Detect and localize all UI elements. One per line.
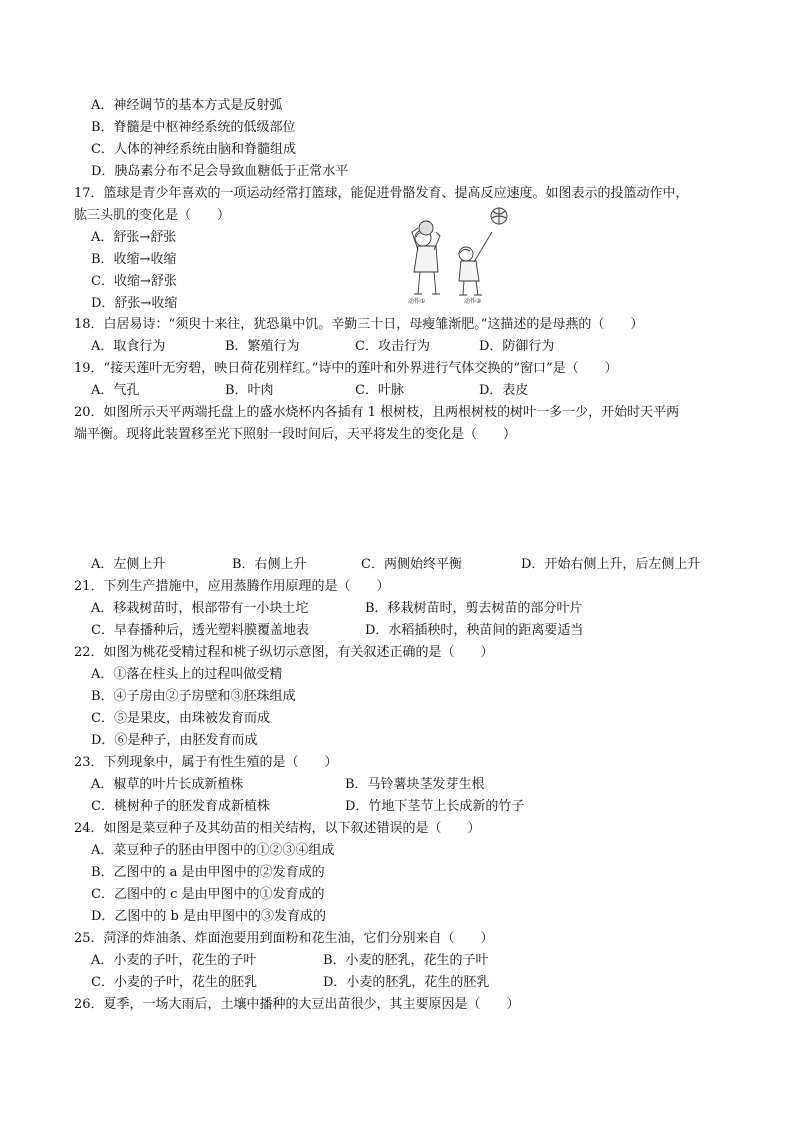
q18-option-a: A．取食行为 xyxy=(91,339,166,354)
q20-stem-line1: 20．如图所示天平两端托盘上的盛水烧杯内各插有 1 根树枝，且两根树枝的树叶一多一少，开始时天平两 xyxy=(74,405,680,420)
q18-stem: 18．白居易诗：“须臾十来往，犹恐巢中饥。辛勤三十日，母瘦雏渐肥。”这描述的是母燕的（ ） xyxy=(74,317,644,332)
q25-option-b: B．小麦的胚乳，花生的子叶 xyxy=(323,953,489,968)
q20-option-a: A．左侧上升 xyxy=(91,557,166,572)
q18-option-b: B．繁殖行为 xyxy=(225,339,300,354)
q25-stem: 25．菏泽的炸油条、炸面泡要用到面粉和花生油，它们分别来自（ ） xyxy=(74,931,494,946)
q21-option-d: D．水稻插秧时，秧苗间的距离要适当 xyxy=(365,623,584,638)
q16-option-c: C．人体的神经系统由脑和脊髓组成 xyxy=(91,142,296,157)
q19-option-c: C．叶脉 xyxy=(355,383,404,398)
q23-option-c: C．桃树种子的胚发育成新植株 xyxy=(91,799,270,814)
q21-option-c: C．早春播种后，透光塑料膜覆盖地表 xyxy=(91,623,309,638)
q17-stem-line1: 17．篮球是青少年喜欢的一项运动经常打篮球，能促进骨骼发育、提高反应速度。如图表示的投篮动作中， xyxy=(74,186,689,201)
q17-option-b: B．收缩→收缩 xyxy=(91,252,177,267)
q19-option-a: A．气孔 xyxy=(91,383,140,398)
q24-option-b: B．乙图中的 a 是由甲图中的②发育成的 xyxy=(91,865,325,880)
q21-stem: 21．下列生产措施中，应用蒸腾作用原理的是（ ） xyxy=(74,579,390,594)
q24-option-c: C．乙图中的 c 是由甲图中的①发育成的 xyxy=(91,887,325,902)
q18-option-d: D．防御行为 xyxy=(479,339,555,354)
q24-option-d: D．乙图中的 b 是由甲图中的③发育成的 xyxy=(91,909,327,924)
q20-option-d: D．开始右侧上升，后左侧上升 xyxy=(521,557,701,572)
q20-option-c: C．两侧始终平衡 xyxy=(361,557,462,572)
q23-stem: 23．下列现象中，属于有性生殖的是（ ） xyxy=(74,755,338,770)
q22-option-d: D．⑥是种子，由胚发育而成 xyxy=(91,733,258,748)
q17-option-c: C．收缩→舒张 xyxy=(91,274,177,289)
player-action-1 xyxy=(412,221,440,294)
q16-option-a: A．神经调节的基本方式是反射弧 xyxy=(91,98,283,113)
q25-option-a: A．小麦的子叶，花生的子叶 xyxy=(91,953,257,968)
q17-option-a: A．舒张→舒张 xyxy=(91,230,177,245)
q26-stem: 26．夏季，一场大雨后，土壤中播种的大豆出苗很少，其主要原因是（ ） xyxy=(74,997,520,1012)
q19-option-b: B．叶肉 xyxy=(225,383,274,398)
basketball-shooting-figure xyxy=(394,206,520,306)
figure-caption-action-2: 动作② xyxy=(464,298,482,305)
q23-option-a: A．椒草的叶片长成新植株 xyxy=(91,777,244,792)
q25-option-c: C．小麦的子叶，花生的胚乳 xyxy=(91,975,257,990)
q18-option-c: C．攻击行为 xyxy=(355,339,430,354)
q21-option-a: A．移栽树苗时，根部带有一小块土坨 xyxy=(91,601,309,616)
figure-caption-action-1: 动作① xyxy=(408,298,426,305)
q19-option-d: D．表皮 xyxy=(479,383,529,398)
q19-stem: 19．“接天莲叶无穷碧，映日荷花别样红。”诗中的莲叶和外界进行气体交换的“窗口”是（ ） xyxy=(74,361,618,376)
player-action-2 xyxy=(459,208,507,295)
q22-option-b: B．④子房由②子房壁和③胚珠组成 xyxy=(91,689,296,704)
q22-stem: 22．如图为桃花受精过程和桃子纵切示意图，有关叙述正确的是（ ） xyxy=(74,645,494,660)
q17-stem-line2: 肱三头肌的变化是（ ） xyxy=(74,208,231,223)
q21-option-b: B．移栽树苗时，剪去树苗的部分叶片 xyxy=(365,601,583,616)
q24-option-a: A．菜豆种子的胚由甲图中的①②③④组成 xyxy=(91,843,335,858)
q20-option-b: B．右侧上升 xyxy=(232,557,307,572)
q16-option-b: B．脊髓是中枢神经系统的低级部位 xyxy=(91,120,296,135)
q23-option-b: B．马铃薯块茎发芽生根 xyxy=(345,777,485,792)
q22-option-c: C．⑤是果皮，由珠被发育而成 xyxy=(91,711,270,726)
q17-option-d: D．舒张→收缩 xyxy=(91,296,178,311)
q22-option-a: A．①落在柱头上的过程叫做受精 xyxy=(91,667,283,682)
q16-option-d: D．胰岛素分布不足会导致血糖低于正常水平 xyxy=(91,164,349,179)
q24-stem: 24．如图是菜豆种子及其幼苗的相关结构，以下叙述错误的是（ ） xyxy=(74,821,481,836)
q23-option-d: D．竹地下茎节上长成新的竹子 xyxy=(345,799,525,814)
q20-stem-line2: 端平衡。现将此装置移至光下照射一段时间后，天平将发生的变化是（ ） xyxy=(74,427,517,442)
q25-option-d: D．小麦的胚乳，花生的胚乳 xyxy=(323,975,490,990)
